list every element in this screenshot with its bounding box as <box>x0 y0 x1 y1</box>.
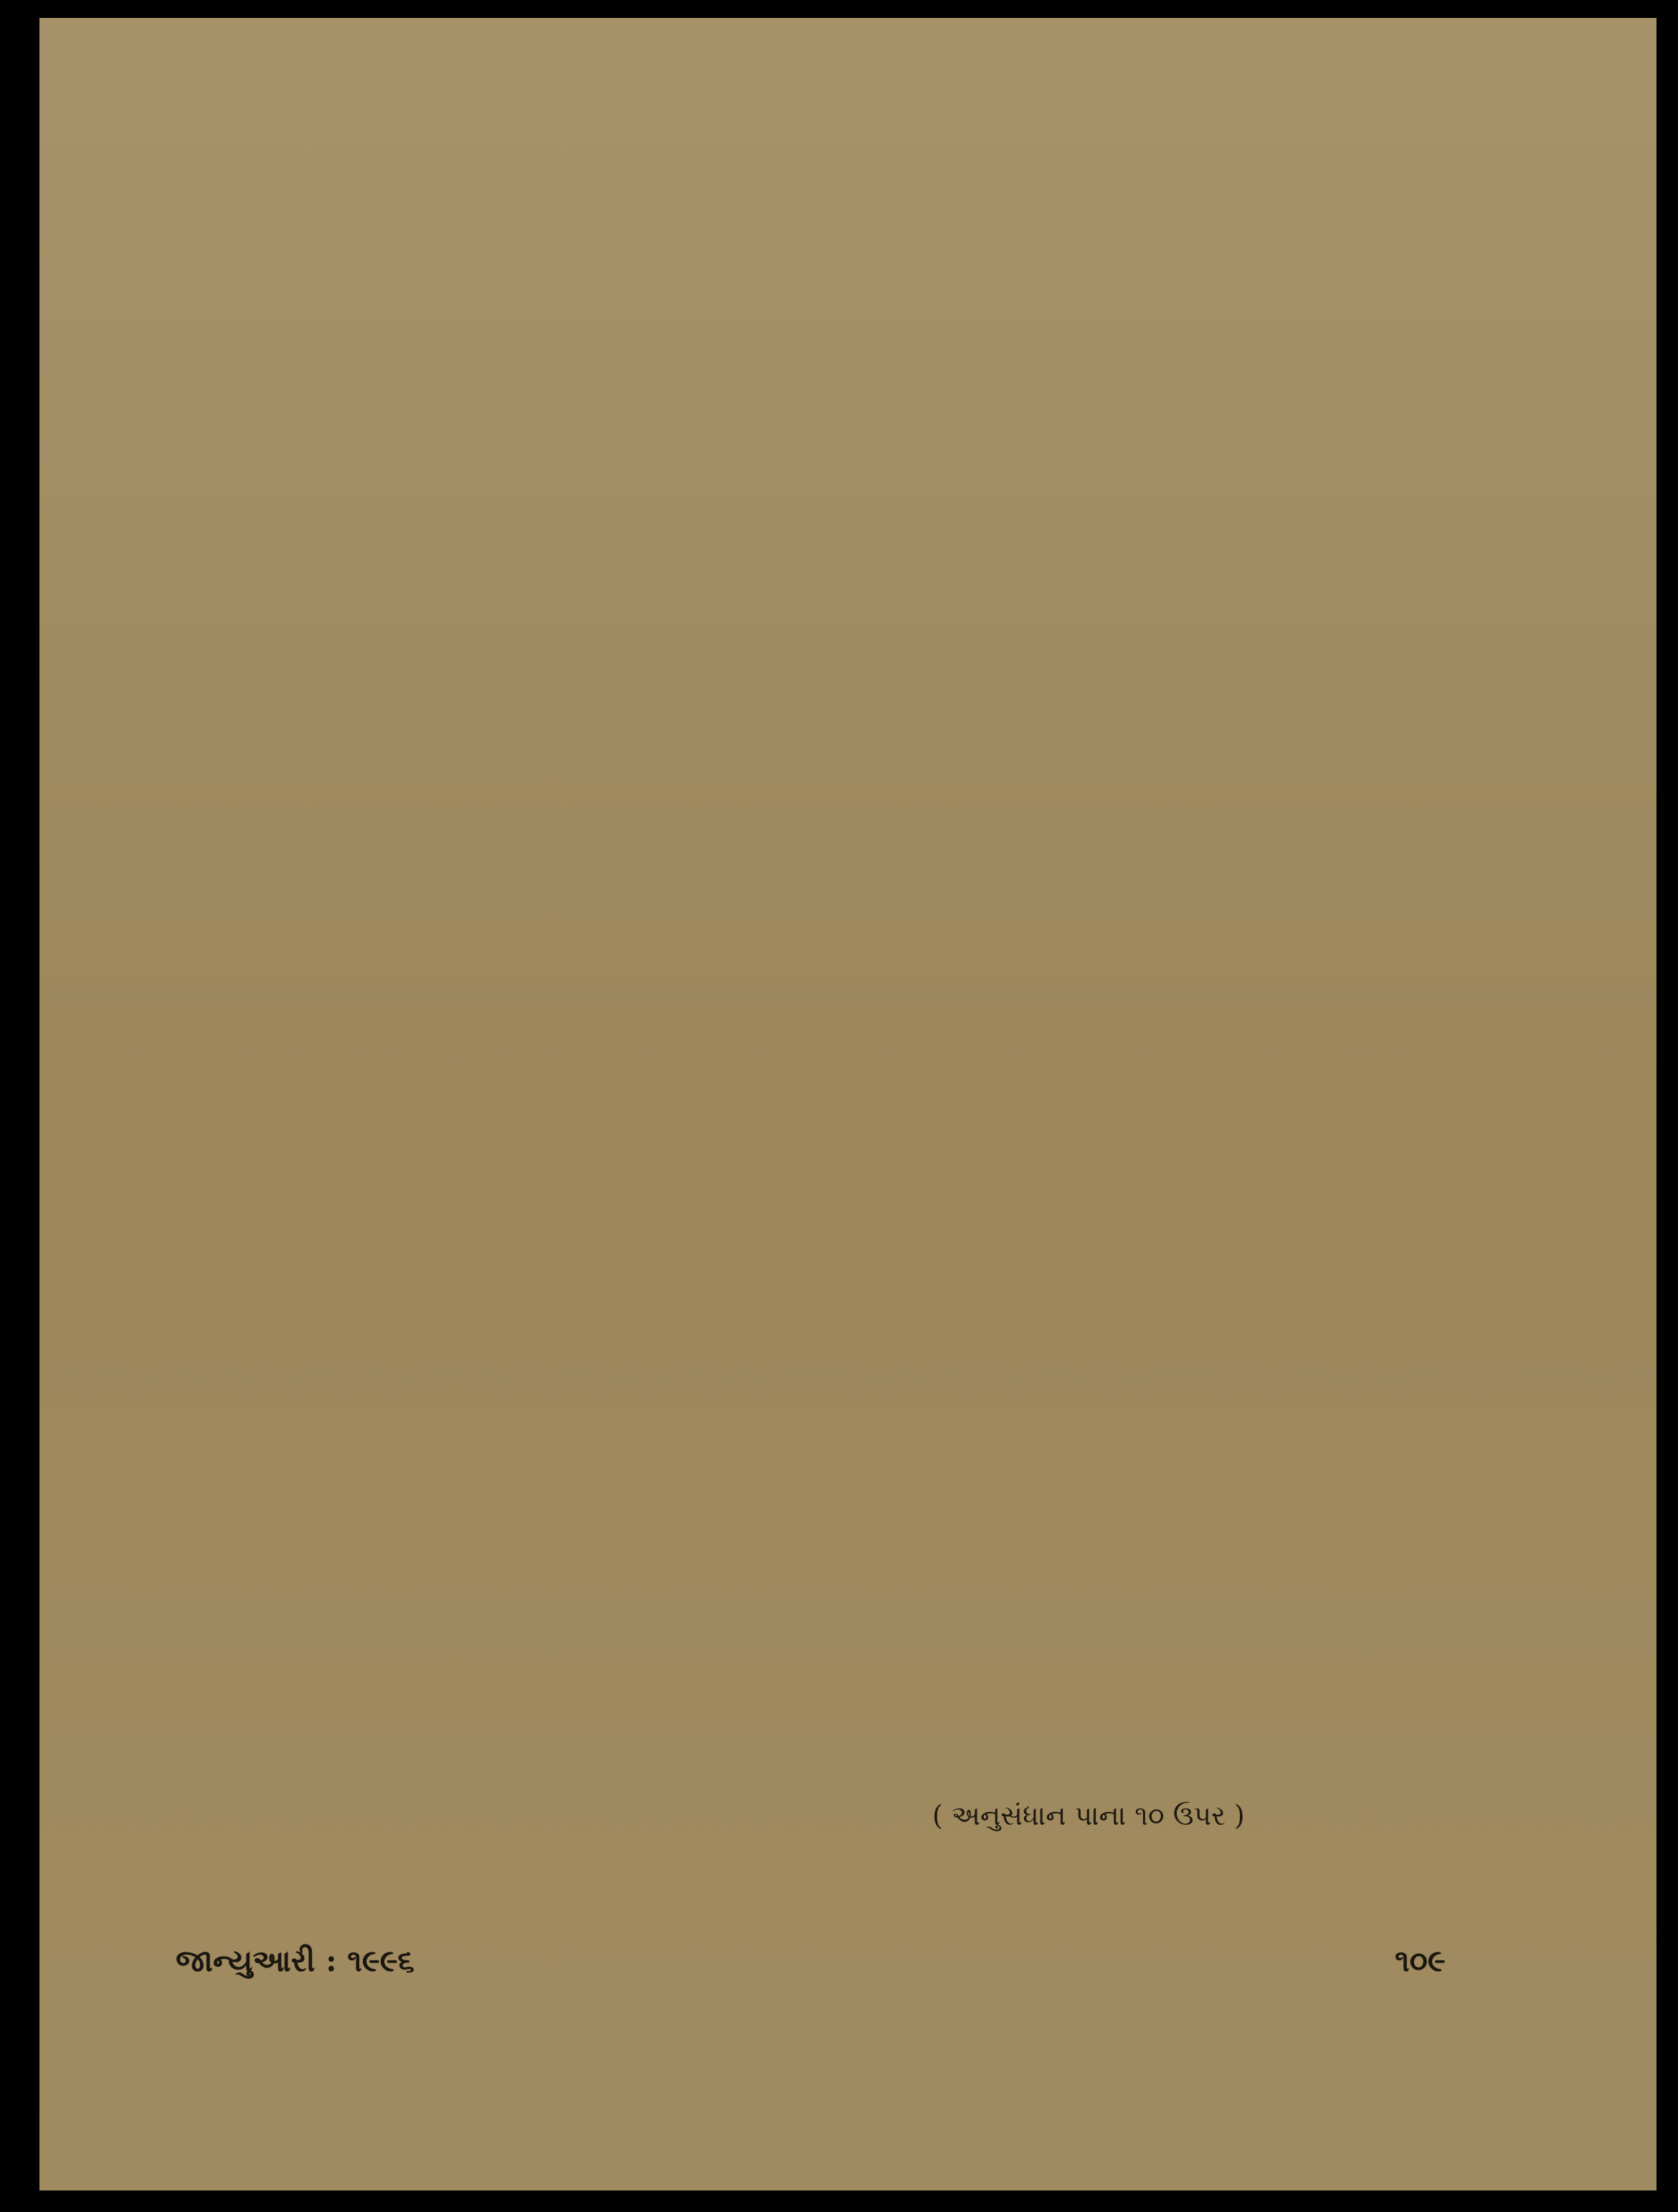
continuation-note: ( અનુસંધાન પાના ૧૦ ઉપર ) <box>932 1800 1245 1831</box>
issue-date: જાન્યુઆરી : ૧૯૯૬ <box>176 1943 415 1978</box>
right-column <box>817 247 1431 1839</box>
left-column <box>147 247 760 1839</box>
page-number: ૧૦૯ <box>1395 1943 1446 1978</box>
